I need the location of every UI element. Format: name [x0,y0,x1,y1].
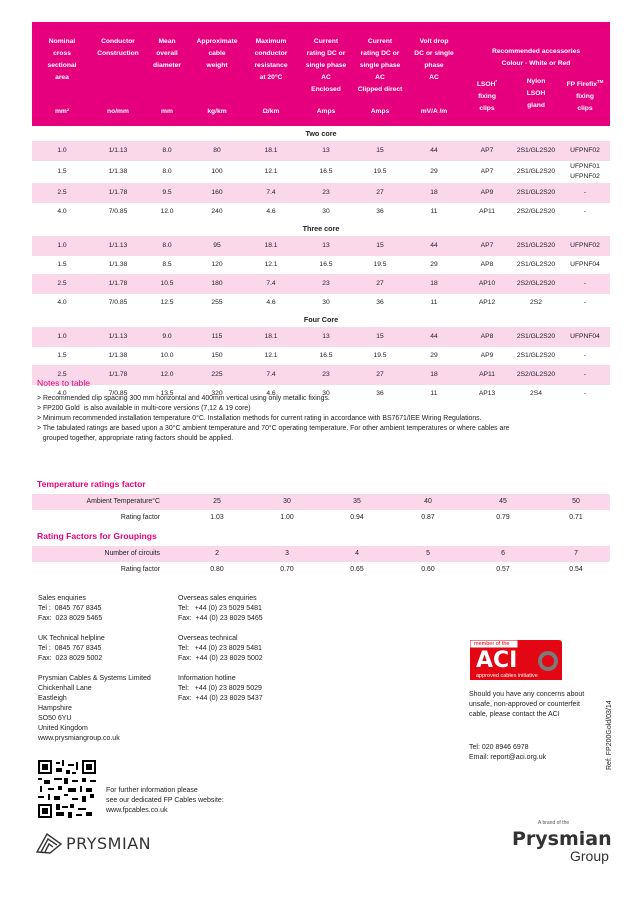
header-unit: kg/km [207,108,227,115]
table-cell: 1/1.13 [108,333,128,340]
table-cell: - [583,371,587,378]
table-cell: 115 [211,333,223,340]
uk-contacts: Sales enquiries Tel : 0845 767 8345 Fax: 023 8029 5465 UK Technical helpline Tel : 0845 767 8345 Fax: 023 8029 5002 Prysmian Cables & Systems Limited Chickenhall Lane Eastleigh Hampshire SO50 6YU United Kingdom www.prysmiangroup.co.uk [38,595,151,742]
table-cell: 2S1/GL2S20 [516,147,556,154]
accessory-superscript: * [495,79,498,84]
header-unit: Ω/km [262,108,280,115]
header-col-2 [144,36,190,84]
factor-cell: 0.54 [569,566,583,573]
table-cell: AP8 [480,333,494,340]
table-cell: 7.4 [266,280,276,287]
table-cell: 225 [211,371,223,378]
table-row [32,183,610,203]
header-line [190,72,244,84]
table-cell: 7.4 [266,189,276,196]
table-cell: 19.5 [373,261,387,268]
table-row [32,327,610,347]
aci-top-label: member of the [474,641,510,647]
prysmian-mark-icon [36,832,62,854]
table-cell: 23 [322,371,330,378]
table-cell: 15 [376,333,384,340]
table-cell: 10.0 [160,352,174,359]
qr-code[interactable] [38,760,96,818]
table-cell: 12.5 [160,299,174,306]
accessories-title: Recommended accessories [491,48,581,55]
table-cell: 9.0 [162,333,172,340]
accessory-line [512,76,560,88]
table-cell: 1.5 [57,261,67,268]
table-cell: 100 [211,168,223,175]
section-title: Four Core [303,315,339,324]
table-cell: 7.4 [266,371,276,378]
factor-label: Rating factor [120,514,160,521]
table-cell: AP13 [478,390,496,397]
accessory-line: clips [479,105,495,113]
header-unit: no/mm [107,108,129,115]
table-cell: UFPNF02 [570,147,600,154]
factor-cell: 3 [285,550,289,557]
table-cell: AP10 [478,280,496,287]
header-line: weight [206,62,228,69]
factor-cell: 1.03 [210,514,224,521]
table-row [32,160,610,184]
factor-cell: 0.87 [421,514,435,521]
table-cell: 4.6 [266,299,276,306]
header-line: overall [156,50,178,57]
table-cell: 16.5 [319,261,333,268]
table-cell: 1/1.38 [108,261,128,268]
header-line: diameter [153,62,181,69]
factor-label: Rating factor [120,566,160,573]
table-cell: 4.0 [57,390,67,397]
aci-concern-text: Should you have any concerns about unsafe, non-approved or counterfeit cable, please contact the ACI [469,691,585,718]
table-cell: 16.5 [319,168,333,175]
table-cell: 2.5 [57,189,67,196]
prysmian-wordmark: PRYSMIAN [66,834,152,853]
accessory-superscript: TM [596,79,604,84]
table-cell: 30 [322,299,330,306]
table-cell: 2S2/GL2S20 [516,371,556,378]
table-cell: 1/1.38 [108,352,128,359]
table-cell: 18.1 [264,242,278,249]
table-cell: AP7 [480,242,494,249]
factor-cell: 0.65 [350,566,364,573]
table-cell: 1.0 [57,333,67,340]
table-cell: 2S1/GL2S20 [516,261,556,268]
table-cell: 8.5 [162,261,172,268]
table-cell: 12.0 [160,371,174,378]
factor-cell: 6 [501,550,505,557]
header-col-4 [244,36,298,84]
table-cell: 27 [376,371,384,378]
table-row [32,202,610,222]
factor-cell: 5 [426,550,430,557]
table-cell: 19.5 [373,168,387,175]
table-cell: - [583,208,587,215]
factor-cell: 1.00 [280,514,294,521]
table-cell: UFPNF02 [570,242,600,249]
table-cell: 8.0 [162,242,172,249]
table-cell: 12.0 [160,208,174,215]
note-item: > FP200 Gold is also available in multi-core versions (7,12 & 19 core) [37,405,251,412]
table-cell: 4.0 [57,208,67,215]
table-cell: 1.0 [57,242,67,249]
table-cell: 27 [376,189,384,196]
header-col-7 [406,36,462,84]
header-line: Nominal [48,38,76,45]
table-cell: 18 [430,189,438,196]
table-cell: 150 [211,352,223,359]
factor-cell: 30 [283,498,291,505]
header-line [144,72,190,84]
header-line: at 20°C [259,74,283,81]
note-item: > The tabulated ratings are based upon a 30°C ambient temperature and 70°C operating temperature. For other ambient temperatures or where cables are [37,425,510,432]
accessory-line-text: LSOH [476,81,496,89]
table-cell: 1/1.13 [108,242,128,249]
table-cell: 1/1.78 [108,189,128,196]
table-cell: 11 [430,390,438,397]
table-cell: 11 [430,299,438,306]
factor-cell: 0.70 [280,566,294,573]
header-line: sectional [47,62,77,69]
table-cell: 8.0 [162,147,172,154]
factor-cell: 0.80 [210,566,224,573]
header-unit: mV/A /m [420,108,448,115]
table-cell: 18 [430,371,438,378]
table-cell: UFPNF01 UFPNF02 [570,163,600,180]
table-cell: 1.5 [57,168,67,175]
brand-of-label: A brand of the [538,820,570,826]
table-cell: 15 [376,147,384,154]
table-cell: AP12 [478,299,496,306]
table-cell: 320 [211,390,223,397]
accessory-line: LSOH [526,90,546,97]
header-line [92,60,144,72]
header-line: single phase [359,62,401,69]
table-row [32,365,610,385]
factor-cell: 0.71 [569,514,583,521]
header-line: cross [53,50,71,57]
header-line: Current [367,38,393,45]
header-line [92,72,144,84]
table-cell: 2.5 [57,280,67,287]
table-cell: 11 [430,208,438,215]
header-line: Construction [97,50,139,57]
table-cell: 240 [211,208,223,215]
table-cell: 29 [430,352,438,359]
header-unit: Amps [316,108,336,115]
table-cell: 2.5 [57,371,67,378]
factor-row [32,562,610,578]
table-cell: 13.5 [160,390,174,397]
table-cell: 1.5 [57,352,67,359]
table-cell: 2S2 [530,299,542,306]
header-line: Enclosed [311,86,341,93]
table-cell: 2S2/GL2S20 [516,280,556,287]
table-cell: 18.1 [264,147,278,154]
factor-cell: 2 [215,550,219,557]
table-cell: 12.1 [264,352,278,359]
header-unit: mm² [54,108,70,115]
note-item: > Minimum recommended installation temperature 0°C. Installation methods for current rating in accordance with BS7671/IEE Wiring Regulations. [37,415,482,422]
table-cell: 95 [213,242,221,249]
table-cell: 2S1/GL2S20 [516,242,556,249]
table-cell: 2S1/GL2S20 [516,352,556,359]
group-word: Group [570,848,609,864]
table-cell: AP8 [480,261,494,268]
spec-table-header [32,22,610,126]
table-cell: - [583,390,587,397]
table-cell: 180 [211,280,223,287]
header-line: conductor [254,50,288,57]
header-line: AC [321,74,331,81]
header-line: phase [424,62,444,69]
table-row [32,141,610,161]
table-cell: 160 [211,189,223,196]
group-factor-title: Rating Factors for Groupings [37,531,157,541]
table-cell: AP9 [480,352,494,359]
factor-cell: 0.60 [421,566,435,573]
header-line: Clipped direct [357,86,403,93]
table-cell: 44 [430,242,438,249]
table-cell: 44 [430,147,438,154]
table-cell: 23 [322,189,330,196]
accessory-line: fixing [576,93,594,101]
header-col-1 [92,36,144,84]
table-cell: UFPNF04 [570,261,600,268]
accessory-line: gland [527,102,545,109]
factor-cell: 50 [572,498,580,505]
table-cell: AP11 [479,208,495,215]
qr-code-graphic [38,760,96,818]
table-cell: 2S4 [530,390,542,397]
table-cell: 18 [430,280,438,287]
table-cell: 19.5 [373,352,387,359]
table-cell: 36 [376,208,384,215]
factor-cell: 25 [213,498,221,505]
table-cell: - [583,352,587,359]
header-line: DC or single [414,50,454,57]
header-line: Approximate [196,38,238,45]
website-text: For further information please see our dedicated FP Cables website: www.fpcables.co.uk [106,787,224,814]
header-line: cable [208,50,226,57]
factor-label: Ambient Temperature°C [86,498,160,505]
notes-title: Notes to table [37,378,91,388]
table-cell: - [583,280,587,287]
section-title: Three core [302,224,340,233]
table-cell: 9.5 [162,189,172,196]
header-line: Current [313,38,339,45]
table-cell: 13 [322,242,330,249]
aci-bottom-label: approved cables initiative [476,673,538,679]
table-cell: 4.6 [266,208,276,215]
factor-cell: 7 [574,550,578,557]
table-cell: 1/1.78 [108,280,128,287]
table-cell: 4.0 [57,299,67,306]
header-col-3 [190,36,244,84]
table-row [32,236,610,256]
accessories-colour: Colour - White or Red [501,60,571,67]
table-cell: 4.6 [266,390,276,397]
table-cell: 1.0 [57,147,67,154]
header-unit: mm [161,108,173,115]
table-cell: 27 [376,280,384,287]
table-cell: 30 [322,208,330,215]
table-cell: 18.1 [264,333,278,340]
table-cell: 7/0.85 [108,208,128,215]
accessory-line-text: FP Firefix [566,81,597,89]
table-cell: 29 [430,168,438,175]
table-cell: 7/0.85 [108,299,128,306]
table-cell: 120 [211,261,223,268]
factor-cell: 0.79 [496,514,510,521]
note-item: grouped together, appropriate rating factors should be applied. [37,435,234,442]
factor-label: Number of circuits [104,550,160,557]
temp-factor-title: Temperature ratings factor [37,479,146,489]
aci-logo [470,640,562,680]
table-cell: 7/0.85 [108,390,128,397]
table-cell: 36 [376,299,384,306]
group-name: Prysmian [512,828,612,850]
aci-name: ACI [476,648,518,673]
table-cell: 15 [376,242,384,249]
table-cell: 1/1.38 [108,168,128,175]
table-row [32,255,610,275]
accessory-col-1 [512,76,560,112]
overseas-contacts: Overseas sales enquiries Tel: +44 (0) 23 5029 5481 Fax: +44 (0) 23 8029 5465 Overseas technical Tel: +44 (0) 23 8029 5481 Fax: +44 (0) 23 8029 5002 Information hotline Tel: +44 (0) 23 8029 5029 Fax: +44 (0) 23 8029 5437 [178,595,263,702]
table-cell: 23 [322,280,330,287]
table-cell: 255 [211,299,223,306]
header-line: Conductor [101,38,135,45]
table-cell: 13 [322,333,330,340]
note-item: > Recommended clip spacing 300 mm horizontal and 400mm vertical using only metallic fixings. [37,395,330,402]
table-row [32,274,610,294]
factor-cell: 4 [355,550,359,557]
reference-code: Ref: FP200Gold/03/14 [606,700,613,770]
table-cell: 2S1/GL2S20 [516,168,556,175]
header-col-0 [32,36,92,84]
table-row [32,293,610,313]
accessory-line: clips [577,105,593,113]
table-cell: 12.1 [264,261,278,268]
header-unit: Amps [370,108,390,115]
factor-row [32,510,610,526]
accessory-line-text: Nylon [526,78,546,85]
accessory-line [560,76,610,91]
header-col-6 [354,36,406,96]
header-line: area [55,74,69,81]
table-cell: 36 [376,390,384,397]
table-cell: UFPNF04 [570,333,600,340]
table-cell: 10.5 [160,280,174,287]
header-line: Maximum [255,38,287,45]
factor-cell: 0.94 [350,514,364,521]
header-line: AC [429,74,439,81]
section-title: Two core [305,129,337,138]
factor-cell: 40 [424,498,432,505]
aci-contact: Tel: 020 8946 6978 Email: report@aci.org.uk [469,744,547,761]
table-cell: 2S1/GL2S20 [516,189,556,196]
table-cell: 8.0 [162,168,172,175]
table-row [32,346,610,366]
table-cell: 16.5 [319,352,333,359]
factor-row [32,546,610,562]
table-cell: 1/1.78 [108,371,128,378]
header-line: rating DC or [306,50,346,57]
header-line: Volt drop [419,38,449,45]
table-cell: 1/1.13 [108,147,128,154]
table-cell: 13 [322,147,330,154]
header-line: resistance [254,62,288,69]
table-cell: - [583,299,587,306]
table-cell: 30 [322,390,330,397]
accessory-line: fixing [478,93,496,101]
table-cell: 29 [430,261,438,268]
table-cell: AP9 [480,189,494,196]
header-line: AC [375,74,385,81]
accessory-line [462,76,512,91]
header-line: rating DC or [360,50,400,57]
table-cell: AP11 [479,371,495,378]
table-cell: 44 [430,333,438,340]
table-cell: 80 [213,147,221,154]
factor-row [32,494,610,510]
header-col-5 [298,36,354,96]
table-cell: 2S2/GL2S20 [516,208,556,215]
factor-cell: 35 [353,498,361,505]
header-line: single phase [305,62,347,69]
header-line: Mean [158,38,176,45]
factor-cell: 45 [499,498,507,505]
table-cell: 12.1 [264,168,278,175]
accessory-col-0 [462,76,512,115]
accessory-col-2 [560,76,610,115]
table-cell: AP7 [480,147,494,154]
table-cell: AP7 [480,168,494,175]
table-cell: 2S1/GL2S20 [516,333,556,340]
factor-cell: 0.57 [496,566,510,573]
table-cell: - [583,189,587,196]
